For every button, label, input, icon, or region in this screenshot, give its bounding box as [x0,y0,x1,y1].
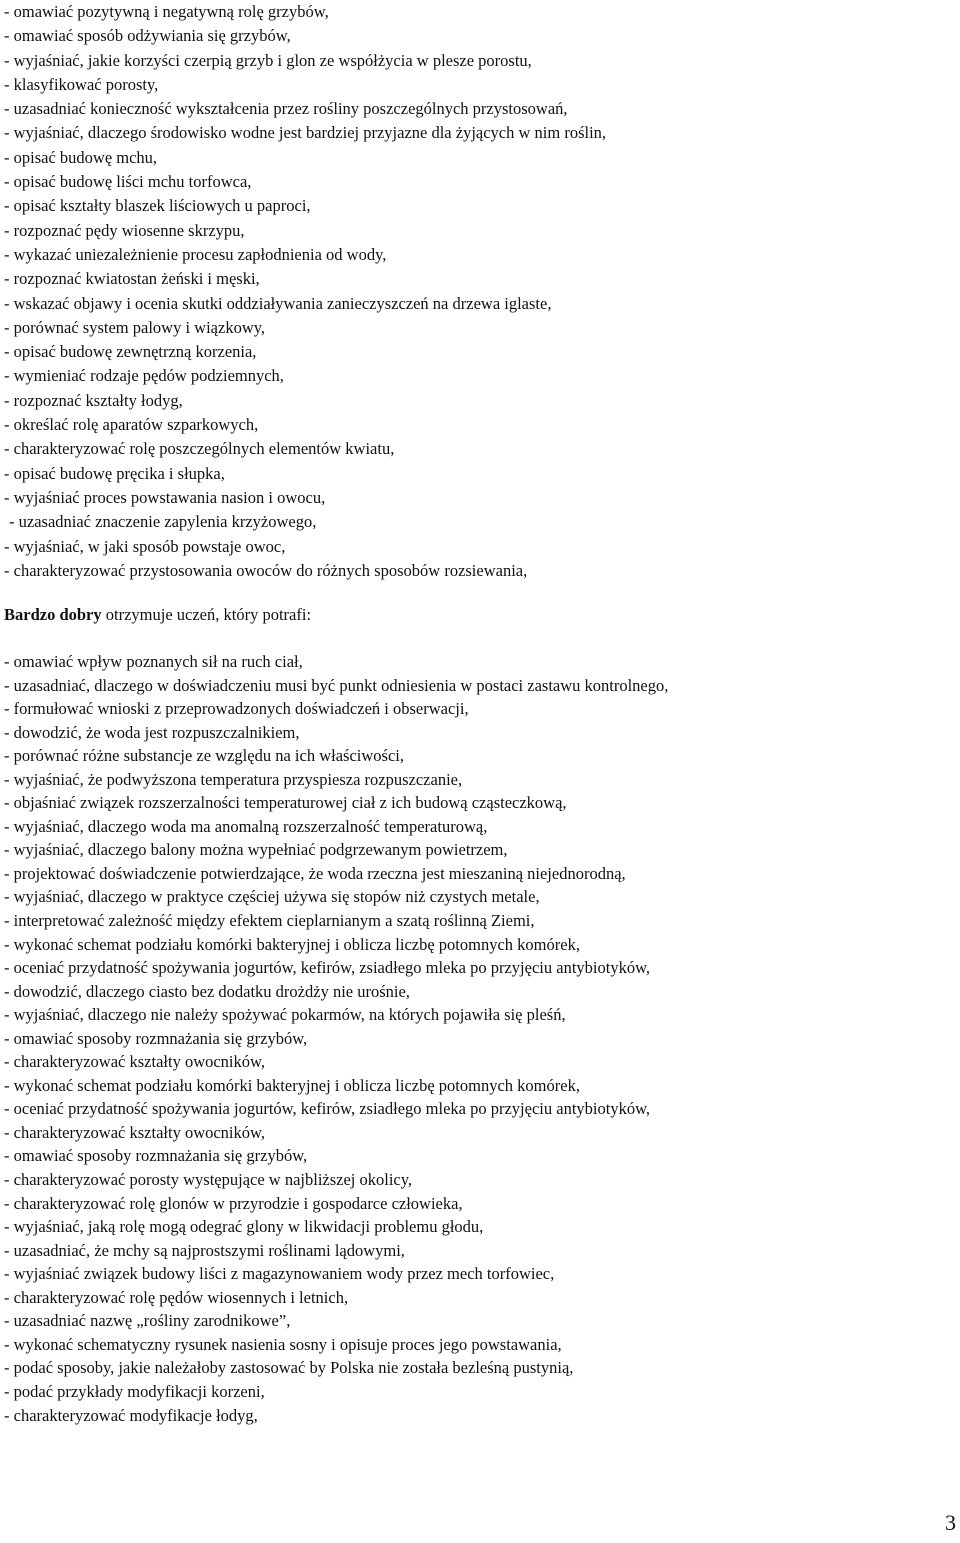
list-item: - wyjaśniać, dlaczego w praktyce częściej używa się stopów niż czystych metale, [4,887,540,907]
list-item: - charakteryzować rolę poszczególnych elementów kwiatu, [4,439,395,459]
grade-heading-bold: Bardzo dobry [4,605,102,624]
list-item: - charakteryzować przystosowania owoców do różnych sposobów rozsiewania, [4,560,528,580]
list-item: - opisać budowę pręcika i słupka, [4,463,225,483]
list-item: - wyjaśniać, dlaczego balony można wypełniać podgrzewanym powietrzem, [4,840,508,860]
list-item: - podać sposoby, jakie należałoby zastosować by Polska nie została bezleśną pustynią, [4,1358,574,1378]
list-item: - wyjaśniać, dlaczego woda ma anomalną rozszerzalność temperaturową, [4,816,488,836]
list-item: - wyjaśniać, że podwyższona temperatura przyspiesza rozpuszczanie, [4,769,463,789]
list-item: - podać przykłady modyfikacji korzeni, [4,1381,265,1401]
list-item: - rozpoznać kwiatostan żeński i męski, [4,269,260,289]
list-item: - uzasadniać znaczenie zapylenia krzyżowego, [9,512,317,532]
page-number: 3 [945,1510,956,1535]
grade-heading [4,603,311,627]
list-item: - omawiać sposób odżywiania się grzybów, [4,26,291,46]
list-item: - wykazać uniezależnienie procesu zapłodnienia od wody, [4,244,387,264]
list-item: - wyjaśniać, dlaczego środowisko wodne jest bardziej przyjazne dla żyjących w nim roślin, [4,123,607,143]
list-item: - charakteryzować rolę glonów w przyrodzie i gospodarce człowieka, [4,1193,463,1213]
list-item: - uzasadniać, że mchy są najprostszymi roślinami lądowymi, [4,1240,405,1260]
list-item: - opisać kształty blaszek liściowych u paproci, [4,196,311,216]
list-item: - wyjaśniać, jaką rolę mogą odegrać glony w likwidacji problemu głodu, [4,1217,484,1237]
list-item: - wyjaśniać związek budowy liści z magazynowaniem wody przez mech torfowiec, [4,1264,555,1284]
list-item: - uzasadniać nazwę „rośliny zarodnikowe”, [4,1311,291,1331]
list-item: - wyjaśniać, dlaczego nie należy spożywać pokarmów, na których pojawiła się pleśń, [4,1005,566,1025]
list-item: - klasyfikować porosty, [4,74,159,94]
list-item: - wykonać schemat podziału komórki bakteryjnej i oblicza liczbę potomnych komórek, [4,1075,580,1095]
list-item: - uzasadniać, dlaczego w doświadczeniu musi być punkt odniesienia w postaci zastawu kontrolnego, [4,675,669,695]
list-item: - oceniać przydatność spożywania jogurtów, kefirów, zsiadłego mleka po przyjęciu antybiotyków, [4,1099,651,1119]
list-item: - dowodzić, że woda jest rozpuszczalnikiem, [4,722,300,742]
list-item: - dowodzić, dlaczego ciasto bez dodatku drożdży nie urośnie, [4,981,410,1001]
list-item: - projektować doświadczenie potwierdzające, że woda rzeczna jest mieszaniną niejednorodną, [4,863,626,883]
list-item: - omawiać sposoby rozmnażania się grzybów, [4,1028,308,1048]
list-item: - objaśniać związek rozszerzalności temperaturowej ciał z ich budową cząsteczkową, [4,793,567,813]
list-item: - charakteryzować porosty występujące w najbliższej okolicy, [4,1170,413,1190]
list-item: - oceniać przydatność spożywania jogurtów, kefirów, zsiadłego mleka po przyjęciu antybiotyków, [4,958,651,978]
list-item: - omawiać wpływ poznanych sił na ruch ciał, [4,652,303,671]
list-item: - wyjaśniać, jakie korzyści czerpią grzyb i glon ze współżycia w plesze porostu, [4,50,532,70]
list-item: - interpretować zależność między efektem cieplarnianym a szatą roślinną Ziemi, [4,911,535,931]
list-item: - wskazać objawy i ocenia skutki oddziaływania zanieczyszczeń na drzewa iglaste, [4,293,552,313]
list-item: - wyjaśniać, w jaki sposób powstaje owoc, [4,536,286,556]
list-item: - porównać różne substancje ze względu na ich właściwości, [4,746,404,766]
list-item: - omawiać pozytywną i negatywną rolę grzybów, [4,2,329,21]
requirements-list-top [4,0,960,583]
list-item: - porównać system palowy i wiązkowy, [4,317,266,337]
list-item: - określać rolę aparatów szparkowych, [4,415,259,435]
grade-heading-rest: otrzymuje uczeń, który potrafi: [101,605,312,624]
list-item: - rozpoznać kształty łodyg, [4,390,183,410]
list-item: - wykonać schematyczny rysunek nasienia sosny i opisuje proces jego powstawania, [4,1334,562,1354]
list-item: - charakteryzować modyfikacje łodyg, [4,1405,258,1425]
list-item: - wykonać schemat podziału komórki bakteryjnej i oblicza liczbę potomnych komórek, [4,934,580,954]
list-item: - opisać budowę mchu, [4,147,158,167]
list-item: - wymieniać rodzaje pędów podziemnych, [4,366,284,386]
list-item: - charakteryzować kształty owocników, [4,1052,265,1072]
requirements-list-bottom [4,650,960,1427]
list-item: - formułować wnioski z przeprowadzonych doświadczeń i obserwacji, [4,699,469,719]
list-item: - charakteryzować kształty owocników, [4,1122,265,1142]
list-item: - opisać budowę liści mchu torfowca, [4,172,252,192]
list-item: - omawiać sposoby rozmnażania się grzybów, [4,1146,308,1166]
list-item: - wyjaśniać proces powstawania nasion i owocu, [4,487,326,507]
list-item: - charakteryzować rolę pędów wiosennych i letnich, [4,1287,349,1307]
list-item: - rozpoznać pędy wiosenne skrzypu, [4,220,245,240]
list-item: - opisać budowę zewnętrzną korzenia, [4,342,257,362]
list-item: - uzasadniać konieczność wykształcenia przez rośliny poszczególnych przystosowań, [4,99,568,119]
